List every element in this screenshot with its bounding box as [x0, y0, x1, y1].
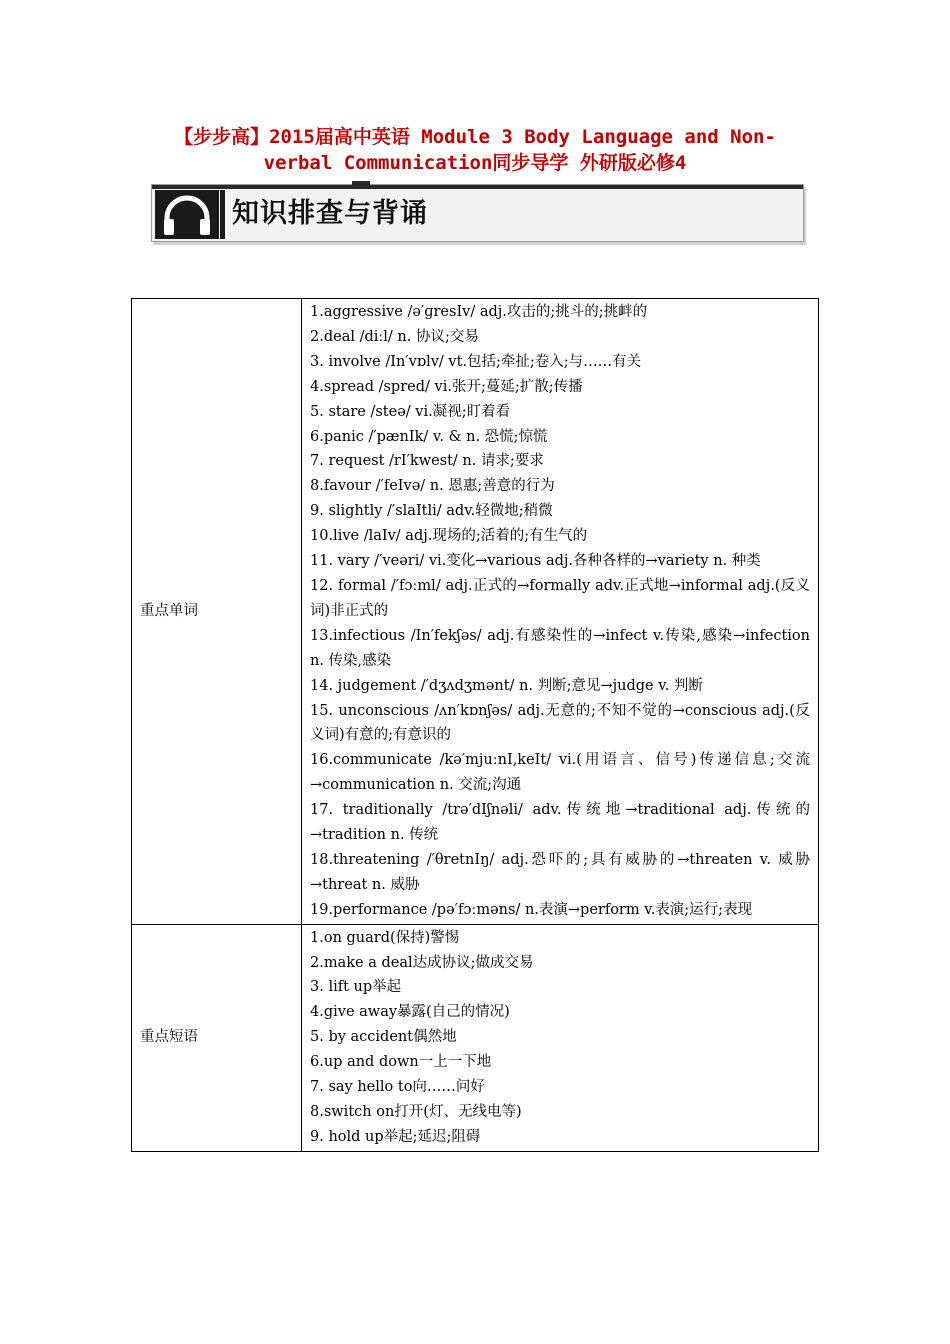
category-cell: 重点单词 — [132, 299, 302, 925]
vocab-entry: 2.make a deal达成协议;做成交易 — [310, 954, 534, 971]
vocab-entry: 12. formal /′fɔːml/ adj.正式的→formally adv.正式地→informal adj.(反义词)非正式的 — [310, 577, 810, 619]
category-cell: 重点短语 — [132, 924, 302, 1151]
vocab-entry: 17. traditionally /trə′dIʃnəli/ adv.传统地→traditional adj.传统的→tradition n. 传统 — [310, 802, 810, 844]
table-row — [132, 299, 819, 925]
banner-tab-mark — [352, 181, 370, 186]
vocab-entry: 8.switch on打开(灯、无线电等) — [310, 1104, 522, 1120]
vocab-entry: 10.live /laIv/ adj.现场的;活着的;有生气的 — [310, 528, 588, 545]
items-cell — [302, 924, 819, 1151]
vocab-entry: 3. lift up举起 — [310, 979, 402, 996]
vocab-entry: 11. vary /′veəri/ vi.变化→various adj.各种各样的→variety n. 种类 — [310, 553, 761, 570]
vocab-entry: 3. involve /In′vɒlv/ vt.包括;牵扯;卷入;与……有关 — [310, 353, 642, 370]
vocab-entry: 15. unconscious /ʌn′kɒnʃəs/ adj.无意的;不知不觉的→conscious adj.(反义词)有意的;有意识的 — [310, 702, 810, 744]
table-row — [132, 924, 819, 1151]
items-cell — [302, 299, 819, 925]
banner-divider — [220, 190, 225, 239]
vocab-entry: 14. judgement /′dʒʌdʒmənt/ n. 判断;意见→judge v. 判断 — [310, 677, 703, 694]
vocab-entry: 9. hold up举起;延迟;阻碍 — [310, 1128, 481, 1145]
vocab-entry: 16.communicate /kə′mjuːnI,keIt/ vi.(用语言、信号)传递信息;交流→communication n. 交流;沟通 — [310, 752, 810, 794]
vocabulary-table — [131, 298, 819, 1152]
title-line-2: verbal Communication同步导学 外研版必修4 — [263, 152, 687, 174]
vocab-entry: 4.give away暴露(自己的情况) — [310, 1004, 510, 1021]
vocab-entry: 1.aggressive /ə′ɡresIv/ adj.攻击的;挑斗的;挑衅的 — [310, 304, 648, 320]
banner-top-band — [152, 185, 803, 189]
vocab-entry: 1.on guard(保持)警惕 — [310, 929, 460, 946]
vocab-entry: 9. slightly /′slaItli/ adv.轻微地;稍微 — [310, 503, 553, 520]
vocab-entry: 6.up and down一上一下地 — [310, 1054, 492, 1071]
vocab-entry: 18.threatening /′θretnIŋ/ adj.恐吓的;具有威胁的→threaten v. 威胁→threat n. 威胁 — [310, 851, 810, 893]
title-line-1: 【步步高】2015届高中英语 Module 3 Body Language and Non- — [174, 126, 776, 148]
banner-heading: 知识排查与背诵 — [232, 198, 428, 229]
section-banner — [151, 184, 804, 242]
vocab-entry: 7. say hello to向……问好 — [310, 1079, 485, 1096]
vocab-entry: 8.favour /′feIvə/ n. 恩惠;善意的行为 — [310, 478, 555, 495]
vocab-entry: 19.performance /pə′fɔːməns/ n.表演→perform v.表演;运行;表现 — [310, 901, 753, 918]
vocab-entry: 2.deal /diːl/ n. 协议;交易 — [310, 328, 479, 345]
vocab-entry: 5. stare /steə/ vi.凝视;盯着看 — [310, 403, 511, 420]
vocab-entry: 13.infectious /In′fekʃəs/ adj.有感染性的→infect v.传染,感染→infection n. 传染,感染 — [310, 627, 810, 669]
document-title — [120, 124, 830, 176]
vocab-entry: 4.spread /spred/ vi.张开;蔓延;扩散;传播 — [310, 378, 583, 395]
vocab-entry: 7. request /rI′kwest/ n. 请求;要求 — [310, 453, 544, 470]
vocab-entry: 5. by accident偶然地 — [310, 1029, 457, 1046]
vocab-entry: 6.panic /′pænIk/ v. & n. 恐慌;惊慌 — [310, 428, 548, 445]
banner-badge — [155, 190, 219, 239]
